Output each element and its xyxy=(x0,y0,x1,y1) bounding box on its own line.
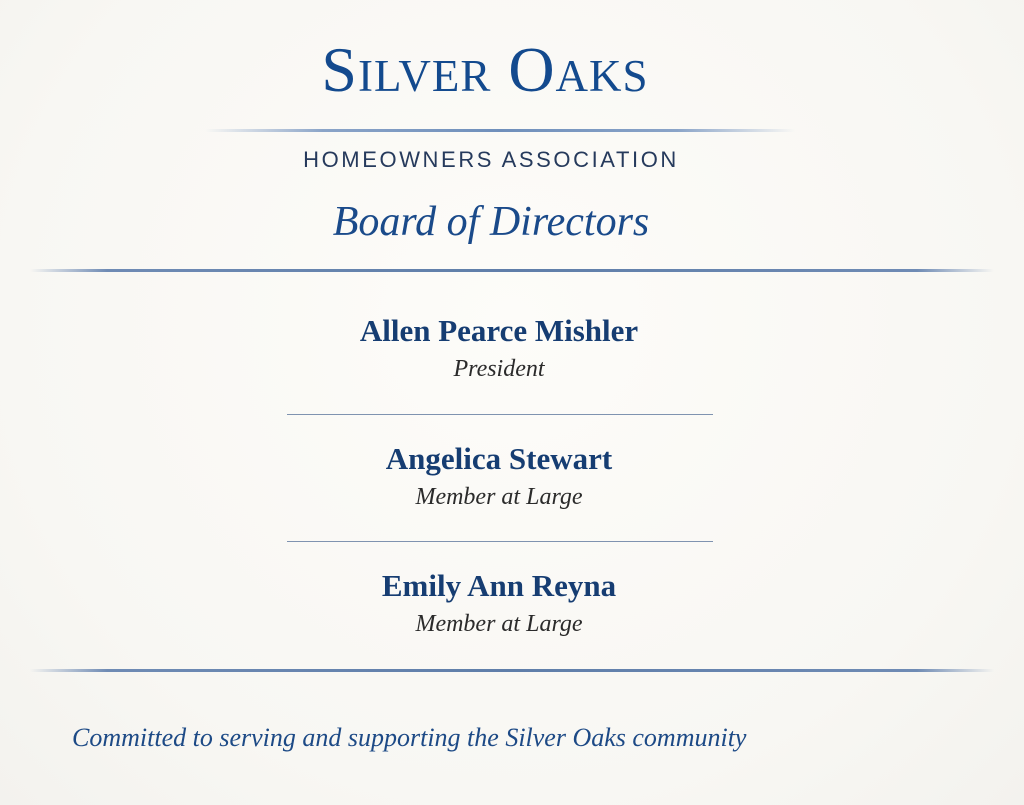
member-entry xyxy=(0,312,998,384)
member-name: Emily Ann Reyna xyxy=(381,568,617,603)
member-divider xyxy=(287,414,713,415)
member-entry xyxy=(0,567,998,639)
org-name-underline xyxy=(205,129,795,132)
member-name: Angelica Stewart xyxy=(385,441,613,476)
section-title: Board of Directors xyxy=(332,199,650,245)
member-name: Allen Pearce Mishler xyxy=(359,313,639,348)
bottom-divider xyxy=(30,669,994,672)
org-subtitle: HOMEOWNERS ASSOCIATION xyxy=(303,147,679,172)
member-role: President xyxy=(453,356,545,383)
org-name: Silver Oaks xyxy=(321,34,649,105)
member-divider xyxy=(287,541,713,542)
top-divider xyxy=(30,269,994,272)
footer-tagline: Committed to serving and supporting the Silver Oaks community xyxy=(72,723,747,752)
member-entry xyxy=(0,440,998,512)
member-role: Member at Large xyxy=(415,484,583,511)
member-role: Member at Large xyxy=(415,611,583,638)
